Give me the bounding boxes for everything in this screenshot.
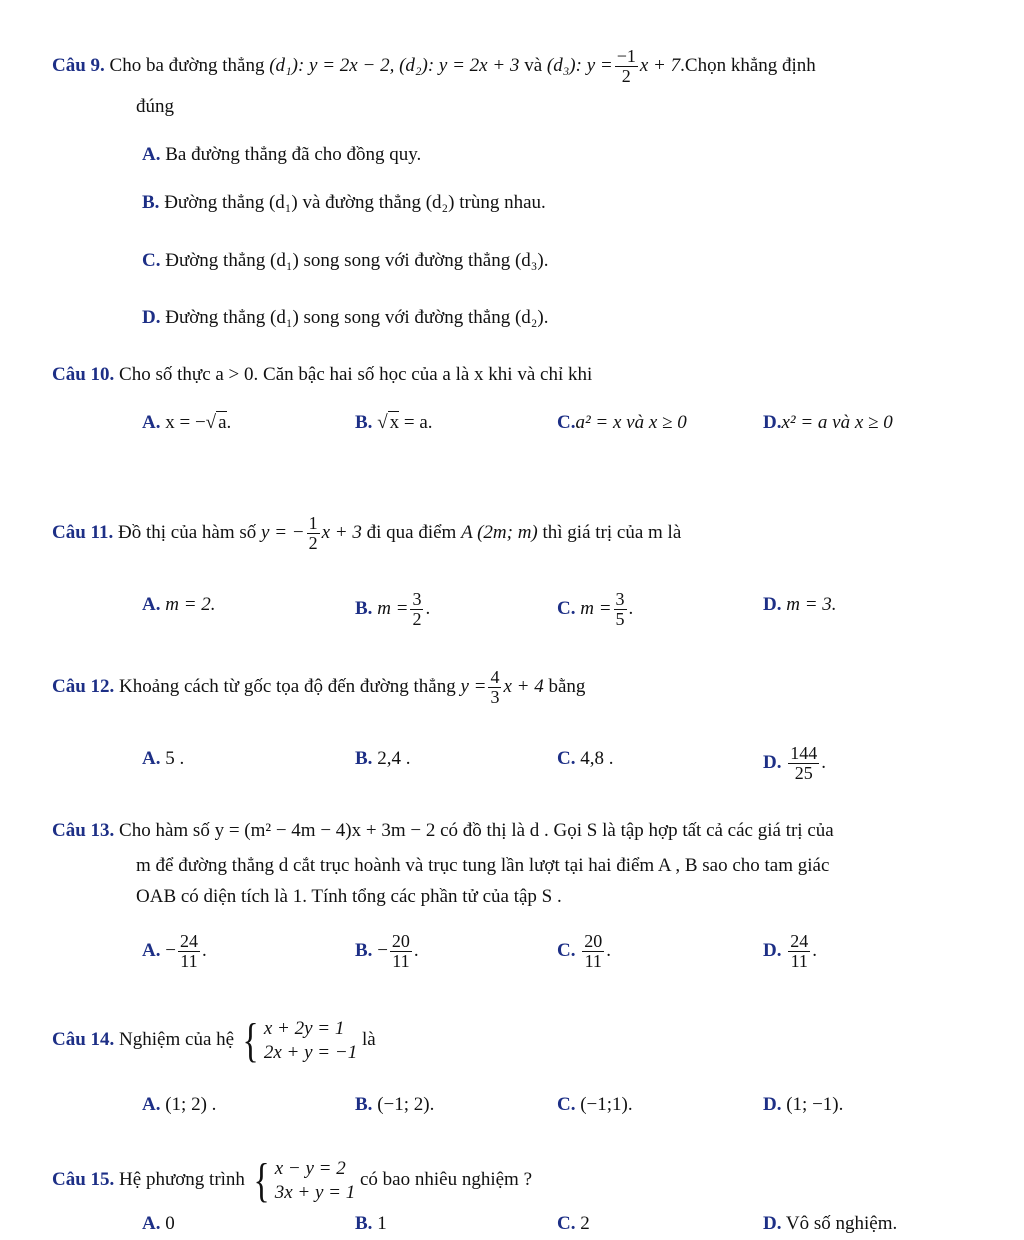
question-number: Câu 13. bbox=[52, 820, 115, 841]
option-a[interactable]: A. x = −√ a. bbox=[142, 412, 232, 433]
option-b[interactable]: B. 1 bbox=[355, 1213, 387, 1234]
option-d[interactable]: D.x² = a và x ≥ 0 bbox=[763, 412, 893, 433]
option-a[interactable]: A. Ba đường thẳng đã cho đồng quy. bbox=[142, 144, 422, 165]
option-d[interactable]: D. $\frac{24}{11}$ . bbox=[763, 931, 817, 971]
option-c[interactable]: C. (−1;1). bbox=[557, 1094, 633, 1115]
condition: a > 0 bbox=[215, 364, 254, 385]
option-a[interactable]: A. 5 . bbox=[142, 748, 185, 769]
equation-2: 3x + y = 1 bbox=[274, 1181, 356, 1203]
question-text-tail: thì giá trị của m là bbox=[542, 521, 682, 543]
option-c[interactable]: C.a² = x và x ≥ 0 bbox=[557, 412, 687, 433]
question-text-line-3: OAB có diện tích là 1. Tính tổng các phần tử của tập S . bbox=[136, 886, 562, 907]
brace-symbol: { bbox=[242, 1013, 259, 1067]
question-text: Hệ phương trình bbox=[119, 1169, 245, 1190]
question-12 bbox=[52, 668, 972, 707]
sqrt-symbol: √ bbox=[377, 412, 388, 433]
option-d[interactable]: D. (1; −1). bbox=[763, 1094, 844, 1115]
option-a[interactable]: A. (1; 2) . bbox=[142, 1094, 217, 1115]
question-number: Câu 14. bbox=[52, 1029, 115, 1050]
line-d2: (d₂): y = 2x + 3 bbox=[399, 54, 520, 76]
question-number: Câu 9. bbox=[52, 54, 105, 76]
question-text-tail: có bao nhiêu nghiệm ? bbox=[360, 1169, 533, 1190]
brace-symbol: { bbox=[253, 1153, 270, 1207]
question-13 bbox=[52, 815, 972, 846]
equation-1: x + 2y = 1 bbox=[263, 1017, 345, 1039]
option-c[interactable]: C. Đường thẳng (d₁) song song với đường thẳng (d₃). bbox=[142, 250, 549, 271]
question-number: Câu 10. bbox=[52, 364, 115, 385]
option-d[interactable]: D. m = 3. bbox=[763, 594, 837, 615]
equation-1: x − y = 2 bbox=[274, 1157, 346, 1179]
question-14 bbox=[52, 1012, 972, 1068]
option-b[interactable]: B. √ x = a. bbox=[355, 412, 433, 433]
question-text: Cho ba đường thẳng bbox=[109, 54, 265, 76]
option-b[interactable]: B. Đường thẳng (d₁) và đường thẳng (d₂) trùng nhau. bbox=[142, 192, 546, 213]
equation-system bbox=[250, 1153, 356, 1207]
question-text-tail: .Chọn khẳng định bbox=[680, 54, 816, 76]
option-d[interactable]: D. Đường thẳng (d₁) song song với đường thẳng (d₂). bbox=[142, 307, 549, 328]
option-b[interactable]: B. − $\frac{20}{11}$ . bbox=[355, 931, 419, 971]
option-a[interactable]: A. 0 bbox=[142, 1213, 175, 1234]
question-text-tail: là bbox=[361, 1029, 376, 1050]
question-text-mid: đi qua điểm bbox=[366, 521, 457, 543]
question-text: Nghiệm của hệ bbox=[119, 1029, 235, 1050]
option-d[interactable]: D. $\frac{144}{25}$ . bbox=[763, 743, 826, 783]
fraction: $\frac{1}{2}$ bbox=[308, 513, 318, 553]
question-number: Câu 11. bbox=[52, 521, 114, 543]
option-c[interactable]: C. 4,8 . bbox=[557, 748, 614, 769]
equation-prefix: y = − bbox=[261, 521, 305, 543]
question-text-line-1: Cho hàm số y = (m² − 4m − 4)x + 3m − 2 có đồ thị là d . Gọi S là tập hợp tất cả các giá trị của bbox=[119, 820, 834, 841]
option-c[interactable]: C. $\frac{20}{11}$ . bbox=[557, 931, 611, 971]
equation-suffix: x + 4 bbox=[503, 675, 544, 697]
conjunction: và bbox=[524, 54, 543, 76]
question-11 bbox=[52, 514, 972, 553]
question-10 bbox=[52, 360, 972, 390]
fraction: $\frac{4}{3}$ bbox=[490, 667, 500, 707]
question-text: Khoảng cách từ gốc tọa độ đến đường thẳng bbox=[119, 675, 456, 697]
equation-2: 2x + y = −1 bbox=[263, 1041, 358, 1063]
question-text: Cho số thực bbox=[119, 364, 211, 385]
equation-prefix: y = bbox=[460, 675, 487, 697]
line-d1: (d₁): y = 2x − 2, bbox=[269, 54, 395, 76]
sqrt-symbol: √ bbox=[205, 412, 217, 433]
option-c[interactable]: C. 2 bbox=[557, 1213, 590, 1234]
line-d3-prefix: (d₃): y = bbox=[546, 54, 613, 76]
line-d3-suffix: x + 7 bbox=[639, 54, 681, 76]
question-15 bbox=[52, 1152, 972, 1208]
option-c[interactable]: C. m = $\frac{3}{5}$ . bbox=[557, 589, 634, 629]
option-b[interactable]: B. (−1; 2). bbox=[355, 1094, 435, 1115]
question-text-continued: đúng bbox=[136, 96, 174, 117]
equation-suffix: x + 3 bbox=[321, 521, 362, 543]
fraction: $\frac{-1}{2}$ bbox=[616, 46, 636, 86]
equation-system bbox=[239, 1013, 358, 1067]
question-number: Câu 12. bbox=[52, 675, 115, 697]
option-d[interactable]: D. Vô số nghiệm. bbox=[763, 1213, 898, 1234]
point-a: A (2m; m) bbox=[461, 521, 538, 543]
option-a[interactable]: A. − $\frac{24}{11}$ . bbox=[142, 931, 207, 971]
question-text: Đồ thị của hàm số bbox=[118, 521, 257, 543]
option-b[interactable]: B. 2,4 . bbox=[355, 748, 411, 769]
question-text-tail: . Căn bậc hai số học của a là x khi và chỉ khi bbox=[253, 364, 593, 385]
question-text-tail: bằng bbox=[548, 675, 586, 697]
option-a[interactable]: A. m = 2. bbox=[142, 594, 216, 615]
option-b[interactable]: B. m = $\frac{3}{2}$ . bbox=[355, 589, 431, 629]
question-number: Câu 15. bbox=[52, 1169, 115, 1190]
question-9 bbox=[52, 47, 972, 86]
question-text-line-2: m để đường thẳng d cắt trục hoành và trục tung lần lượt tại hai điểm A , B sao cho tam giác bbox=[136, 855, 830, 876]
